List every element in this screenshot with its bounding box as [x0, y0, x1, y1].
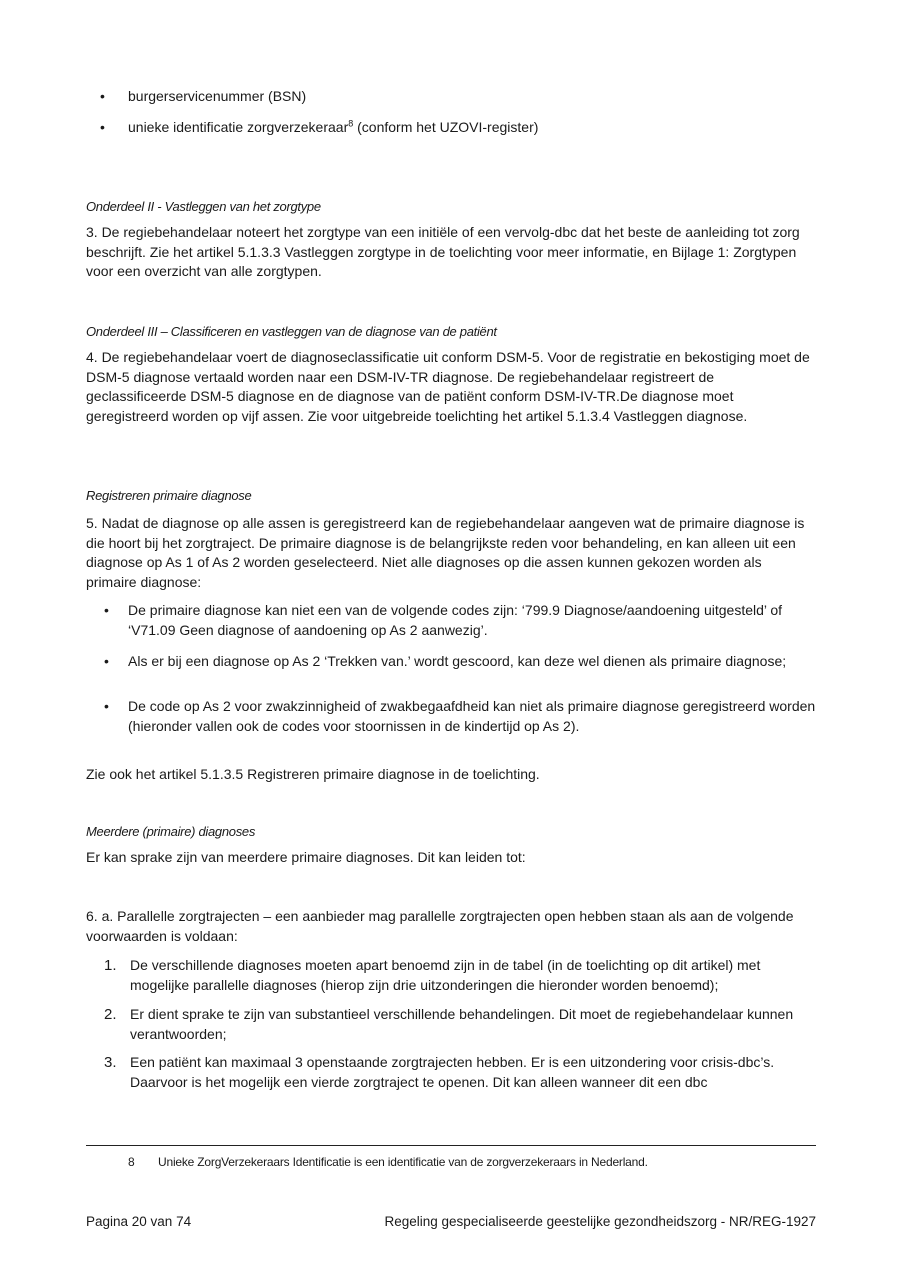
bullet-icon: • [104, 602, 109, 618]
footnote-text: Unieke ZorgVerzekeraars Identificatie is een identificatie van de zorgverzekeraars in Nederland. [158, 1155, 648, 1169]
bullet-text: unieke identificatie zorgverzekeraar$^8$ (conform het UZOVI-register) [128, 118, 539, 135]
page-number: Pagina 20 van 74 [86, 1214, 192, 1229]
bullet-icon: • [100, 119, 105, 135]
bullet-icon: • [104, 653, 109, 669]
footnote-number: 8 [128, 1155, 135, 1169]
section-heading-onderdeel-iii: Onderdeel III – Classificeren en vastleggen van de diagnose van de patiënt [86, 324, 497, 339]
section-heading-meerdere-diagnoses: Meerdere (primaire) diagnoses [86, 824, 256, 839]
item-number: 2. [104, 1006, 117, 1023]
item-number: 3. [104, 1054, 117, 1071]
paragraph-4: 4. De regiebehandelaar voert de diagnoseclassificatie uit conform DSM-5. Voor de registratie en bekostiging moet de DSM-5 diagnose vertaald worden naar een DSM-IV-TR diagnose. De regiebehandelaar registreert de geclassificeerde DSM-5 diagnose en de diagnose van de patiënt conform DSM-IV-TR.De diagnose moet geregistreerd worden op vijf assen. Zie voor uitgebreide toelichting het artikel 5.1.3.4 Vastleggen diagnose. [86, 349, 810, 424]
bullet-text: Als er bij een diagnose op As 2 ‘Trekken van.’ wordt gescoord, kan deze wel dienen als primaire diagnose; [128, 653, 787, 669]
footnote-reference[interactable]: 8 [348, 118, 354, 129]
bullet-text: De primaire diagnose kan niet een van de volgende codes zijn: ‘799.9 Diagnose/aandoening uitgesteld’ of ‘V71.09 Geen diagnose of aandoening op As 2 aanwezig’. [128, 602, 783, 638]
see-also-text: Zie ook het artikel 5.1.3.5 Registreren primaire diagnose in de toelichting. [86, 766, 540, 782]
item-number: 1. [104, 957, 117, 974]
item-text: Er dient sprake te zijn van substantieel verschillende behandelingen. Dit moet de regiebehandelaar kunnen verantwoorden; [130, 1006, 794, 1042]
intro-text: Er kan sprake zijn van meerdere primaire diagnoses. Dit kan leiden tot: [86, 849, 526, 865]
section-heading-primaire-diagnose: Registreren primaire diagnose [86, 488, 252, 503]
bullet-text: burgerservicenummer (BSN) [128, 88, 307, 104]
paragraph-6a: 6. a. Parallelle zorgtrajecten – een aanbieder mag parallelle zorgtrajecten open hebben staan als aan de volgende voorwaarden is voldaan: [86, 908, 794, 944]
paragraph-5: 5. Nadat de diagnose op alle assen is geregistreerd kan de regiebehandelaar aangeven wat de primaire diagnose is die hoort bij het zorgtraject. De primaire diagnose is de belangrijkste reden voor behandeling, en kan alleen uit een diagnose op As 1 of As 2 worden geselecteerd. Niet alle diagnoses op die assen kunnen gekozen worden als primaire diagnose: [86, 515, 805, 590]
bullet-icon: • [100, 88, 105, 104]
section-heading-onderdeel-ii: Onderdeel II - Vastleggen van het zorgtype [86, 199, 321, 214]
paragraph-3: 3. De regiebehandelaar noteert het zorgtype van een initiële of een vervolg-dbc dat het beste de aanleiding tot zorg beschrijft. Zie het artikel 5.1.3.3 Vastleggen zorgtype in de toelichting voor meer informatie, en Bijlage 1: Zorgtypen voor een overzicht van alle zorgtypen. [86, 224, 800, 279]
item-text: De verschillende diagnoses moeten apart benoemd zijn in de tabel (in de toelichting op dit artikel) met mogelijke parallelle diagnoses (hierop zijn drie uitzonderingen die hieronder worden benoemd); [130, 957, 761, 993]
bullet-text: De code op As 2 voor zwakzinnigheid of zwakbegaafdheid kan niet als primaire diagnose geregistreerd worden (hieronder vallen ook de codes voor stoornissen in de kindertijd op As 2). [128, 698, 816, 734]
footnote-divider [86, 1145, 816, 1146]
item-text: Een patiënt kan maximaal 3 openstaande zorgtrajecten hebben. Er is een uitzondering voor crisis-dbc’s. Daarvoor is het mogelijk een vierde zorgtraject te openen. Dit kan alleen wanneer dit een dbc [130, 1054, 775, 1090]
document-title: Regeling gespecialiseerde geestelijke gezondheidszorg - NR/REG-1927 [384, 1214, 816, 1229]
bullet-icon: • [104, 698, 109, 714]
